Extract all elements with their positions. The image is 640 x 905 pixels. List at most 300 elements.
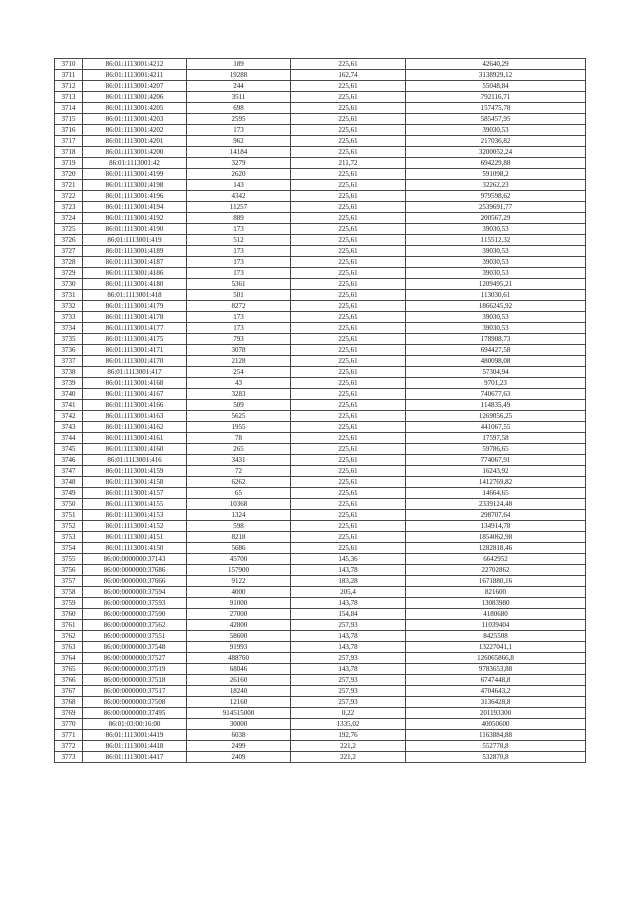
cadastral-number-cell: 86:00:0000000:37495 xyxy=(83,708,187,719)
cadastral-number-cell: 86:01:1113001:4212 xyxy=(83,59,187,70)
cadastral-number-cell: 86:01:1113001:4190 xyxy=(83,224,187,235)
specific-value-cell: 225,61 xyxy=(291,246,406,257)
specific-value-cell: 225,61 xyxy=(291,356,406,367)
cadastral-number-cell: 86:01:1113001:4187 xyxy=(83,257,187,268)
cadastral-value-cell: 39030,53 xyxy=(406,312,586,323)
cadastral-value-cell: 14664,65 xyxy=(406,488,586,499)
cadastral-number-cell: 86:00:0000000:37593 xyxy=(83,598,187,609)
cadastral-value-cell: 2339124,48 xyxy=(406,499,586,510)
cadastral-value-cell: 39030,53 xyxy=(406,323,586,334)
area-cell: 889 xyxy=(187,213,291,224)
table-row xyxy=(55,697,586,708)
cadastral-number-cell: 86:00:0000000:37527 xyxy=(83,653,187,664)
area-cell: 9122 xyxy=(187,576,291,587)
table-row xyxy=(55,191,586,202)
specific-value-cell: 143,78 xyxy=(291,565,406,576)
row-number-cell: 3726 xyxy=(55,235,83,246)
table-row xyxy=(55,224,586,235)
cadastral-value-cell: 591098,2 xyxy=(406,169,586,180)
row-number-cell: 3745 xyxy=(55,444,83,455)
cadastral-value-cell: 740677,63 xyxy=(406,389,586,400)
area-cell: 6262 xyxy=(187,477,291,488)
table-row xyxy=(55,114,586,125)
area-cell: 598 xyxy=(187,521,291,532)
cadastral-number-cell: 86:01:1113001:4180 xyxy=(83,279,187,290)
row-number-cell: 3728 xyxy=(55,257,83,268)
table-row xyxy=(55,103,586,114)
area-cell: 65 xyxy=(187,488,291,499)
cadastral-number-cell: 86:01:1113001:4175 xyxy=(83,334,187,345)
specific-value-cell: 225,61 xyxy=(291,543,406,554)
specific-value-cell: 257,93 xyxy=(291,697,406,708)
cadastral-number-cell: 86:01:1113001:4205 xyxy=(83,103,187,114)
row-number-cell: 3743 xyxy=(55,422,83,433)
table-row xyxy=(55,477,586,488)
specific-value-cell: 225,61 xyxy=(291,466,406,477)
cadastral-value-cell: 552778,8 xyxy=(406,741,586,752)
table-row xyxy=(55,675,586,686)
specific-value-cell: 221,2 xyxy=(291,752,406,763)
specific-value-cell: 225,61 xyxy=(291,279,406,290)
area-cell: 254 xyxy=(187,367,291,378)
table-row xyxy=(55,741,586,752)
table-row xyxy=(55,213,586,224)
cadastral-number-cell: 86:01:1113001:4155 xyxy=(83,499,187,510)
specific-value-cell: 154,84 xyxy=(291,609,406,620)
cadastral-value-cell: 39030,53 xyxy=(406,257,586,268)
cadastral-value-cell: 39030,53 xyxy=(406,268,586,279)
cadastral-value-cell: 532870,8 xyxy=(406,752,586,763)
cadastral-value-cell: 979598,62 xyxy=(406,191,586,202)
cadastral-number-cell: 86:00:0000000:37666 xyxy=(83,576,187,587)
row-number-cell: 3741 xyxy=(55,400,83,411)
cadastral-number-cell: 86:01:1113001:417 xyxy=(83,367,187,378)
cadastral-value-cell: 3200052,24 xyxy=(406,147,586,158)
cadastral-value-cell: 3138929,12 xyxy=(406,70,586,81)
row-number-cell: 3732 xyxy=(55,301,83,312)
specific-value-cell: 225,61 xyxy=(291,444,406,455)
table-row xyxy=(55,400,586,411)
cadastral-value-table xyxy=(54,58,586,763)
specific-value-cell: 225,61 xyxy=(291,125,406,136)
row-number-cell: 3766 xyxy=(55,675,83,686)
cadastral-value-cell: 1209495,21 xyxy=(406,279,586,290)
row-number-cell: 3742 xyxy=(55,411,83,422)
row-number-cell: 3730 xyxy=(55,279,83,290)
cadastral-value-cell: 200567,29 xyxy=(406,213,586,224)
table-row xyxy=(55,169,586,180)
specific-value-cell: 257,93 xyxy=(291,620,406,631)
area-cell: 2409 xyxy=(187,752,291,763)
row-number-cell: 3747 xyxy=(55,466,83,477)
area-cell: 30000 xyxy=(187,719,291,730)
area-cell: 11257 xyxy=(187,202,291,213)
table-row xyxy=(55,70,586,81)
table-row xyxy=(55,466,586,477)
table-row xyxy=(55,301,586,312)
table-row xyxy=(55,158,586,169)
specific-value-cell: 225,61 xyxy=(291,488,406,499)
row-number-cell: 3717 xyxy=(55,136,83,147)
specific-value-cell: 225,61 xyxy=(291,59,406,70)
specific-value-cell: 225,61 xyxy=(291,114,406,125)
area-cell: 2499 xyxy=(187,741,291,752)
table-row xyxy=(55,642,586,653)
specific-value-cell: 225,61 xyxy=(291,81,406,92)
cadastral-number-cell: 86:01:1113001:418 xyxy=(83,290,187,301)
table-row xyxy=(55,411,586,422)
area-cell: 962 xyxy=(187,136,291,147)
cadastral-value-cell: 774067,91 xyxy=(406,455,586,466)
area-cell: 173 xyxy=(187,312,291,323)
specific-value-cell: 225,61 xyxy=(291,389,406,400)
cadastral-value-cell: 134914,78 xyxy=(406,521,586,532)
row-number-cell: 3760 xyxy=(55,609,83,620)
row-number-cell: 3713 xyxy=(55,92,83,103)
cadastral-number-cell: 86:01:1113001:4419 xyxy=(83,730,187,741)
specific-value-cell: 192,76 xyxy=(291,730,406,741)
specific-value-cell: 225,61 xyxy=(291,323,406,334)
area-cell: 189 xyxy=(187,59,291,70)
table-row xyxy=(55,279,586,290)
cadastral-number-cell: 86:01:1113001:4152 xyxy=(83,521,187,532)
area-cell: 143 xyxy=(187,180,291,191)
area-cell: 68046 xyxy=(187,664,291,675)
cadastral-number-cell: 86:01:1113001:4158 xyxy=(83,477,187,488)
area-cell: 2128 xyxy=(187,356,291,367)
row-number-cell: 3767 xyxy=(55,686,83,697)
cadastral-number-cell: 86:01:1113001:4189 xyxy=(83,246,187,257)
row-number-cell: 3736 xyxy=(55,345,83,356)
area-cell: 1955 xyxy=(187,422,291,433)
cadastral-value-cell: 441067,55 xyxy=(406,422,586,433)
cadastral-number-cell: 86:01:1113001:4157 xyxy=(83,488,187,499)
row-number-cell: 3746 xyxy=(55,455,83,466)
table-row xyxy=(55,708,586,719)
cadastral-value-cell: 42640,29 xyxy=(406,59,586,70)
table-row xyxy=(55,367,586,378)
cadastral-value-cell: 4180680 xyxy=(406,609,586,620)
table-row xyxy=(55,631,586,642)
specific-value-cell: 225,61 xyxy=(291,422,406,433)
cadastral-value-cell: 6642952 xyxy=(406,554,586,565)
cadastral-number-cell: 86:00:0000000:37551 xyxy=(83,631,187,642)
specific-value-cell: 225,61 xyxy=(291,433,406,444)
cadastral-number-cell: 86:01:1113001:4170 xyxy=(83,356,187,367)
row-number-cell: 3756 xyxy=(55,565,83,576)
area-cell: 698 xyxy=(187,103,291,114)
specific-value-cell: 221,2 xyxy=(291,741,406,752)
specific-value-cell: 225,61 xyxy=(291,499,406,510)
row-number-cell: 3710 xyxy=(55,59,83,70)
table-body xyxy=(55,59,586,763)
row-number-cell: 3724 xyxy=(55,213,83,224)
cadastral-number-cell: 86:01:1113001:4203 xyxy=(83,114,187,125)
table-row xyxy=(55,609,586,620)
area-cell: 2620 xyxy=(187,169,291,180)
cadastral-number-cell: 86:01:1113001:4201 xyxy=(83,136,187,147)
cadastral-number-cell: 86:01:1113001:416 xyxy=(83,455,187,466)
row-number-cell: 3768 xyxy=(55,697,83,708)
cadastral-value-cell: 694229,88 xyxy=(406,158,586,169)
cadastral-number-cell: 86:01:1113001:4207 xyxy=(83,81,187,92)
table-row xyxy=(55,147,586,158)
row-number-cell: 3715 xyxy=(55,114,83,125)
specific-value-cell: 225,61 xyxy=(291,180,406,191)
row-number-cell: 3716 xyxy=(55,125,83,136)
cadastral-value-cell: 114835,49 xyxy=(406,400,586,411)
cadastral-value-cell: 113030,61 xyxy=(406,290,586,301)
area-cell: 173 xyxy=(187,268,291,279)
cadastral-value-cell: 1282818,46 xyxy=(406,543,586,554)
area-cell: 3511 xyxy=(187,92,291,103)
area-cell: 5625 xyxy=(187,411,291,422)
table-row xyxy=(55,81,586,92)
cadastral-value-cell: 13227041,1 xyxy=(406,642,586,653)
table-row xyxy=(55,389,586,400)
specific-value-cell: 225,61 xyxy=(291,147,406,158)
area-cell: 4342 xyxy=(187,191,291,202)
table-row xyxy=(55,620,586,631)
cadastral-value-cell: 59786,65 xyxy=(406,444,586,455)
specific-value-cell: 225,61 xyxy=(291,345,406,356)
cadastral-value-cell: 480098,08 xyxy=(406,356,586,367)
cadastral-value-cell: 8425508 xyxy=(406,631,586,642)
cadastral-value-cell: 22702862 xyxy=(406,565,586,576)
table-row xyxy=(55,444,586,455)
cadastral-value-cell: 115512,32 xyxy=(406,235,586,246)
specific-value-cell: 225,61 xyxy=(291,202,406,213)
table-row xyxy=(55,587,586,598)
cadastral-number-cell: 86:01:1113001:4200 xyxy=(83,147,187,158)
row-number-cell: 3752 xyxy=(55,521,83,532)
cadastral-number-cell: 86:00:0000000:37508 xyxy=(83,697,187,708)
row-number-cell: 3721 xyxy=(55,180,83,191)
specific-value-cell: 225,61 xyxy=(291,191,406,202)
area-cell: 157900 xyxy=(187,565,291,576)
cadastral-value-cell: 39030,53 xyxy=(406,246,586,257)
specific-value-cell: 225,61 xyxy=(291,378,406,389)
area-cell: 793 xyxy=(187,334,291,345)
specific-value-cell: 257,93 xyxy=(291,653,406,664)
specific-value-cell: 183,28 xyxy=(291,576,406,587)
specific-value-cell: 225,61 xyxy=(291,213,406,224)
row-number-cell: 3712 xyxy=(55,81,83,92)
cadastral-number-cell: 86:01:1113001:4150 xyxy=(83,543,187,554)
table-row xyxy=(55,719,586,730)
table-row xyxy=(55,532,586,543)
row-number-cell: 3754 xyxy=(55,543,83,554)
row-number-cell: 3753 xyxy=(55,532,83,543)
area-cell: 3078 xyxy=(187,345,291,356)
row-number-cell: 3762 xyxy=(55,631,83,642)
table-row xyxy=(55,136,586,147)
cadastral-value-cell: 694427,58 xyxy=(406,345,586,356)
area-cell: 18240 xyxy=(187,686,291,697)
cadastral-number-cell: 86:01:1113001:4159 xyxy=(83,466,187,477)
cadastral-value-cell: 4704643,2 xyxy=(406,686,586,697)
cadastral-number-cell: 86:01:1113001:4171 xyxy=(83,345,187,356)
cadastral-number-cell: 86:01:1113001:4196 xyxy=(83,191,187,202)
area-cell: 91993 xyxy=(187,642,291,653)
table-row xyxy=(55,378,586,389)
cadastral-number-cell: 86:01:1113001:4162 xyxy=(83,422,187,433)
table-row xyxy=(55,180,586,191)
cadastral-value-cell: 1269056,25 xyxy=(406,411,586,422)
area-cell: 173 xyxy=(187,125,291,136)
table-row xyxy=(55,598,586,609)
cadastral-number-cell: 86:00:0000000:37517 xyxy=(83,686,187,697)
cadastral-value-cell: 9701,23 xyxy=(406,378,586,389)
specific-value-cell: 225,61 xyxy=(291,334,406,345)
specific-value-cell: 225,61 xyxy=(291,235,406,246)
table-row xyxy=(55,510,586,521)
cadastral-number-cell: 86:01:1113001:4166 xyxy=(83,400,187,411)
cadastral-number-cell: 86:01:1113001:4417 xyxy=(83,752,187,763)
area-cell: 3279 xyxy=(187,158,291,169)
cadastral-value-cell: 178908,73 xyxy=(406,334,586,345)
table-row xyxy=(55,334,586,345)
specific-value-cell: 225,61 xyxy=(291,411,406,422)
specific-value-cell: 225,61 xyxy=(291,257,406,268)
cadastral-value-cell: 217036,82 xyxy=(406,136,586,147)
specific-value-cell: 143,78 xyxy=(291,642,406,653)
cadastral-value-cell: 792116,71 xyxy=(406,92,586,103)
area-cell: 3283 xyxy=(187,389,291,400)
area-cell: 244 xyxy=(187,81,291,92)
specific-value-cell: 225,61 xyxy=(291,290,406,301)
cadastral-number-cell: 86:01:1113001:4160 xyxy=(83,444,187,455)
cadastral-number-cell: 86:00:0000000:37590 xyxy=(83,609,187,620)
area-cell: 42800 xyxy=(187,620,291,631)
cadastral-number-cell: 86:01:1113001:4206 xyxy=(83,92,187,103)
cadastral-value-cell: 39030,53 xyxy=(406,125,586,136)
cadastral-value-cell: 9783653,88 xyxy=(406,664,586,675)
row-number-cell: 3731 xyxy=(55,290,83,301)
area-cell: 4000 xyxy=(187,587,291,598)
table-row xyxy=(55,202,586,213)
row-number-cell: 3727 xyxy=(55,246,83,257)
row-number-cell: 3738 xyxy=(55,367,83,378)
row-number-cell: 3714 xyxy=(55,103,83,114)
table-row xyxy=(55,268,586,279)
row-number-cell: 3763 xyxy=(55,642,83,653)
specific-value-cell: 145,36 xyxy=(291,554,406,565)
area-cell: 45700 xyxy=(187,554,291,565)
area-cell: 10368 xyxy=(187,499,291,510)
cadastral-number-cell: 86:01:1113001:4192 xyxy=(83,213,187,224)
area-cell: 72 xyxy=(187,466,291,477)
specific-value-cell: 225,61 xyxy=(291,312,406,323)
specific-value-cell: 225,61 xyxy=(291,477,406,488)
specific-value-cell: 143,78 xyxy=(291,664,406,675)
specific-value-cell: 225,61 xyxy=(291,532,406,543)
table-row xyxy=(55,521,586,532)
specific-value-cell: 225,61 xyxy=(291,169,406,180)
area-cell: 914515000 xyxy=(187,708,291,719)
area-cell: 512 xyxy=(187,235,291,246)
area-cell: 265 xyxy=(187,444,291,455)
table-row xyxy=(55,686,586,697)
row-number-cell: 3770 xyxy=(55,719,83,730)
cadastral-number-cell: 86:01:1113001:4153 xyxy=(83,510,187,521)
table-row xyxy=(55,235,586,246)
specific-value-cell: 225,61 xyxy=(291,92,406,103)
row-number-cell: 3734 xyxy=(55,323,83,334)
cadastral-number-cell: 86:01:1113001:4202 xyxy=(83,125,187,136)
area-cell: 488760 xyxy=(187,653,291,664)
area-cell: 43 xyxy=(187,378,291,389)
table-row xyxy=(55,752,586,763)
area-cell: 5686 xyxy=(187,543,291,554)
cadastral-value-cell: 6747448,8 xyxy=(406,675,586,686)
cadastral-value-cell: 1866245,92 xyxy=(406,301,586,312)
row-number-cell: 3729 xyxy=(55,268,83,279)
cadastral-value-cell: 16243,92 xyxy=(406,466,586,477)
specific-value-cell: 0,22 xyxy=(291,708,406,719)
area-cell: 2595 xyxy=(187,114,291,125)
row-number-cell: 3725 xyxy=(55,224,83,235)
specific-value-cell: 143,78 xyxy=(291,598,406,609)
area-cell: 173 xyxy=(187,246,291,257)
cadastral-number-cell: 86:01:1113001:4211 xyxy=(83,70,187,81)
table-row xyxy=(55,323,586,334)
specific-value-cell: 225,61 xyxy=(291,268,406,279)
area-cell: 3431 xyxy=(187,455,291,466)
table-row xyxy=(55,565,586,576)
cadastral-value-cell: 55048,84 xyxy=(406,81,586,92)
row-number-cell: 3744 xyxy=(55,433,83,444)
area-cell: 509 xyxy=(187,400,291,411)
row-number-cell: 3765 xyxy=(55,664,83,675)
area-cell: 78 xyxy=(187,433,291,444)
row-number-cell: 3751 xyxy=(55,510,83,521)
specific-value-cell: 225,61 xyxy=(291,301,406,312)
cadastral-number-cell: 86:01:1113001:4198 xyxy=(83,180,187,191)
table-row xyxy=(55,125,586,136)
row-number-cell: 3711 xyxy=(55,70,83,81)
area-cell: 1324 xyxy=(187,510,291,521)
specific-value-cell: 257,93 xyxy=(291,686,406,697)
cadastral-value-cell: 40050600 xyxy=(406,719,586,730)
specific-value-cell: 225,61 xyxy=(291,103,406,114)
table-row xyxy=(55,499,586,510)
area-cell: 58600 xyxy=(187,631,291,642)
cadastral-number-cell: 86:01:1113001:4177 xyxy=(83,323,187,334)
cadastral-value-cell: 32262,23 xyxy=(406,180,586,191)
cadastral-value-cell: 585457,95 xyxy=(406,114,586,125)
cadastral-number-cell: 86:00:0000000:37562 xyxy=(83,620,187,631)
table-row xyxy=(55,455,586,466)
specific-value-cell: 225,61 xyxy=(291,136,406,147)
cadastral-number-cell: 86:01:1113001:4168 xyxy=(83,378,187,389)
cadastral-number-cell: 86:01:1113001:4179 xyxy=(83,301,187,312)
specific-value-cell: 225,61 xyxy=(291,367,406,378)
table-row xyxy=(55,664,586,675)
cadastral-value-cell: 39030,53 xyxy=(406,224,586,235)
cadastral-number-cell: 86:01:1113001:419 xyxy=(83,235,187,246)
table-row xyxy=(55,257,586,268)
area-cell: 8218 xyxy=(187,532,291,543)
area-cell: 14184 xyxy=(187,147,291,158)
row-number-cell: 3719 xyxy=(55,158,83,169)
cadastral-number-cell: 86:01:1113001:4418 xyxy=(83,741,187,752)
specific-value-cell: 205,4 xyxy=(291,587,406,598)
cadastral-value-cell: 2539691,77 xyxy=(406,202,586,213)
area-cell: 173 xyxy=(187,224,291,235)
cadastral-number-cell: 86:01:1113001:4167 xyxy=(83,389,187,400)
area-cell: 26160 xyxy=(187,675,291,686)
